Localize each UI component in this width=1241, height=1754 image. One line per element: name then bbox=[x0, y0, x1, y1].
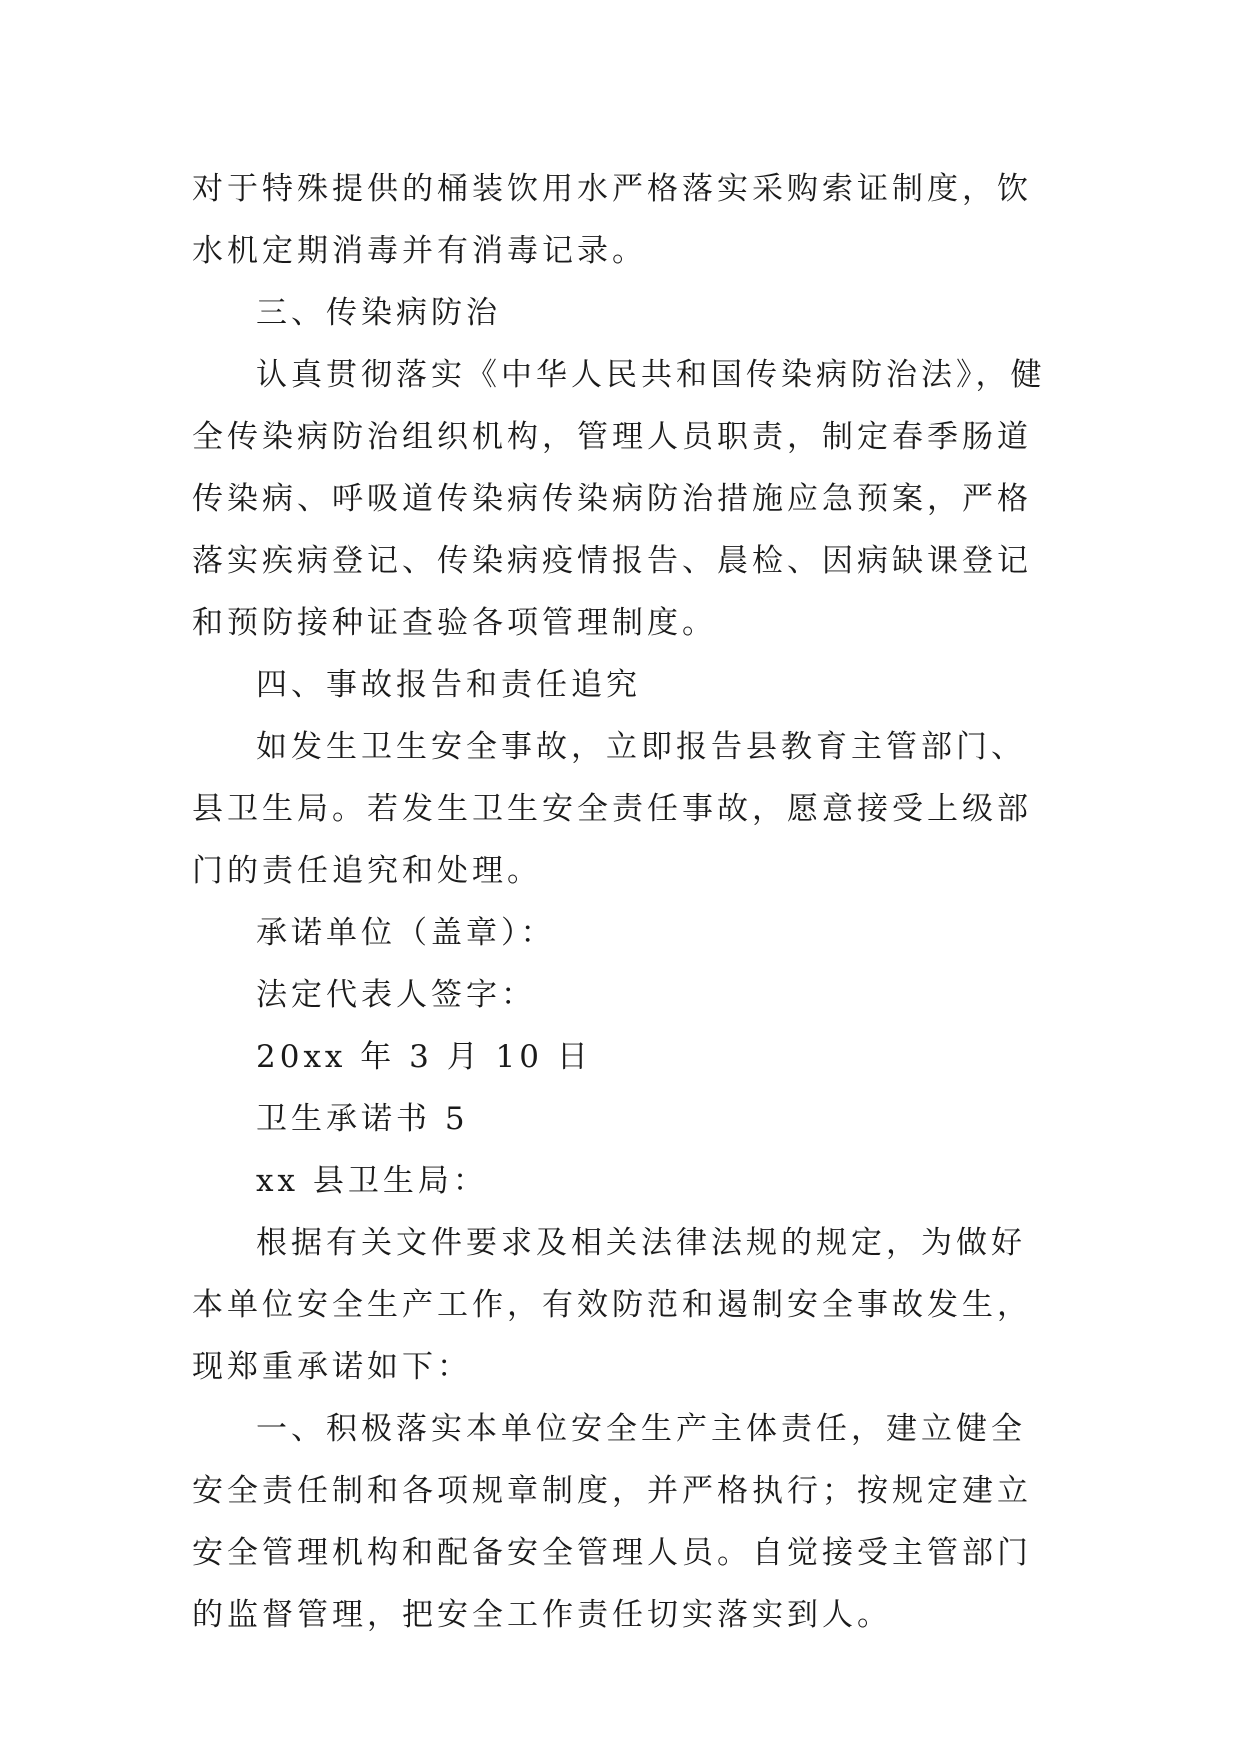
section-heading-disease-prevention: 三、传染病防治 bbox=[256, 295, 501, 331]
signature-unit-line: 承诺单位（盖章）： bbox=[256, 915, 556, 951]
signature-date-line: 20xx 年 3 月 10 日 bbox=[256, 1039, 592, 1075]
addressee-line: xx 县卫生局： bbox=[256, 1163, 488, 1199]
paragraph-accident-report: 如发生卫生安全事故，立即报告县教育主管部门、县卫生局。若发生卫生安全责任事故，愿意接受上级部门的责任追究和处理。 bbox=[192, 729, 1032, 889]
paragraph-water-supply: 对于特殊提供的桶装饮用水严格落实采购索证制度，饮水机定期消毒并有消毒记录。 bbox=[192, 171, 1032, 269]
paragraph-disease-prevention: 认真贯彻落实《中华人民共和国传染病防治法》，健全传染病防治组织机构，管理人员职责，制定春季肠道传染病、呼吸道传染病传染病防治措施应急预案，严格落实疾病登记、传染病疫情报告、晨检、因病缺课登记和预防接种证查验各项管理制度。 bbox=[192, 357, 1046, 641]
paragraph-intro: 根据有关文件要求及相关法律法规的规定，为做好本单位安全生产工作，有效防范和遏制安全事故发生，现郑重承诺如下： bbox=[192, 1225, 1032, 1385]
signature-representative-line: 法定代表人签字： bbox=[256, 977, 536, 1013]
document-subtitle: 卫生承诺书 5 bbox=[256, 1101, 469, 1137]
section-heading-accident-report: 四、事故报告和责任追究 bbox=[256, 667, 641, 703]
document-body bbox=[192, 158, 1052, 1646]
paragraph-item-one: 一、积极落实本单位安全生产主体责任，建立健全安全责任制和各项规章制度，并严格执行；按规定建立安全管理机构和配备安全管理人员。自觉接受主管部门的监督管理，把安全工作责任切实落实到人。 bbox=[192, 1411, 1032, 1633]
